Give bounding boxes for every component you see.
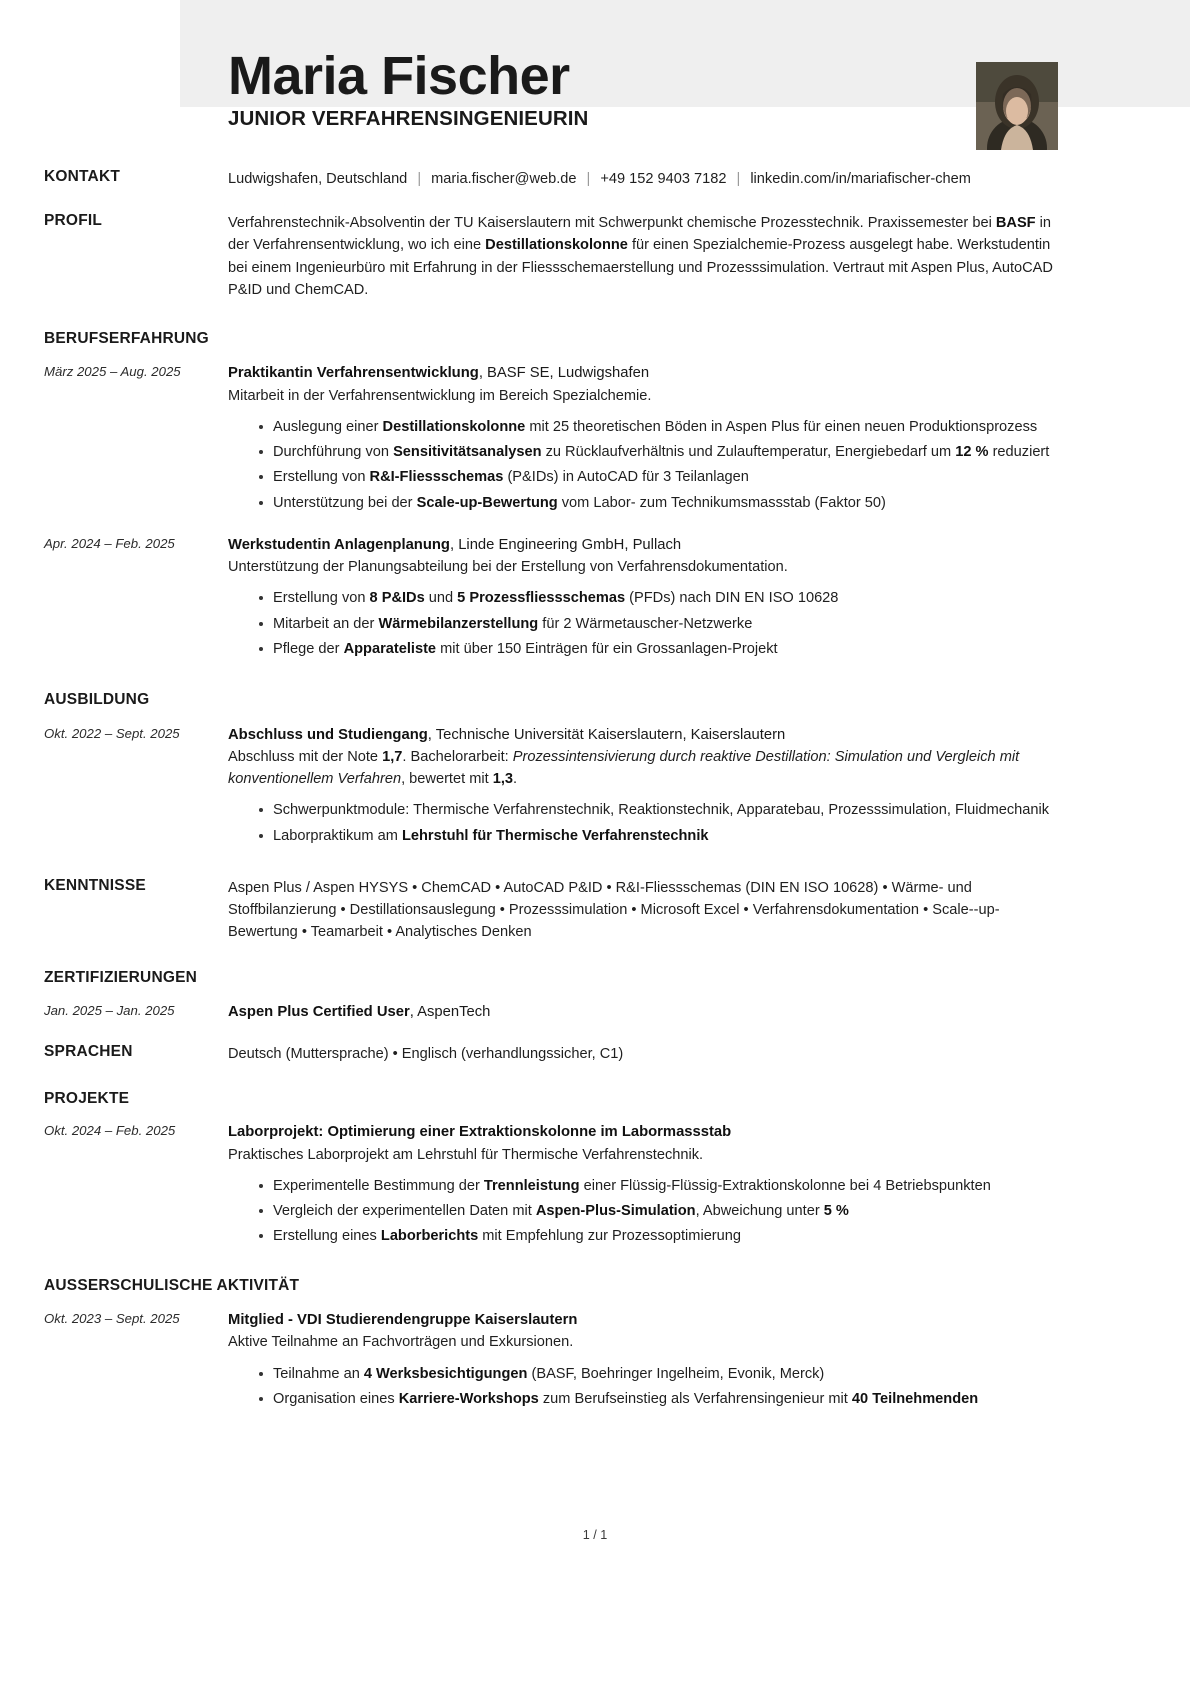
project-content: [228, 1121, 1058, 1250]
section-label-profil: PROFIL: [44, 212, 103, 230]
extracurricular-heading-row: [0, 1275, 1190, 1296]
certifications-label-cell: [44, 969, 228, 988]
contact-email[interactable]: maria.fischer@web.de: [431, 171, 577, 187]
project-entry: [0, 1121, 1190, 1250]
experience-entry-date: März 2025 – Aug. 2025: [44, 364, 181, 380]
portrait-photo-icon: [976, 62, 1058, 150]
name-block: [228, 47, 588, 131]
extracurricular-date: Okt. 2023 – Sept. 2025: [44, 1310, 180, 1326]
education-entry-content: [228, 724, 1058, 850]
experience-entry-date-cell: [44, 362, 228, 381]
project-subtitle: Praktisches Laborprojekt am Lehrstuhl für Thermische Verfahrenstechnik.: [228, 1146, 704, 1163]
experience-entry: [0, 534, 1190, 663]
page-footer: [0, 1528, 1190, 1542]
section-label-sprachen: SPRACHEN: [44, 1043, 133, 1061]
education-grade: 1,7: [382, 749, 403, 766]
experience-entry-company: , Linde Engineering GmbH, Pullach: [449, 536, 682, 553]
experience-entry-content: [228, 362, 1058, 516]
certification-date-cell: [44, 1001, 228, 1020]
profile-text-part-2: in der Verfahrensentwicklung, wo ich eine: [228, 215, 1052, 254]
profile-section: [0, 212, 1190, 301]
certification-content: [228, 1001, 1058, 1023]
profile-content: [228, 212, 1058, 301]
project-date-cell: [44, 1121, 228, 1140]
list-item: Unterstützung bei der Scale-up-Bewertung vom Labor- zum Technikumsmassstab (Faktor 50): [259, 492, 1058, 514]
project-date: Okt. 2024 – Feb. 2025: [44, 1123, 176, 1139]
list-item: Erstellung von R&I-Fliessschemas (P&IDs) in AutoCAD für 3 Teilanlagen: [259, 466, 1058, 488]
extracurricular-label-cell: [44, 1277, 299, 1296]
experience-entry-title: [228, 362, 1058, 384]
education-degree: Abschluss und Studiengang: [228, 726, 428, 743]
profile-label-cell: [44, 212, 228, 231]
certifications-heading-row: [0, 967, 1190, 988]
extracurricular-content: [228, 1309, 1058, 1413]
section-label-kenntnisse: KENNTNISSE: [44, 876, 146, 894]
list-item: Mitarbeit an der Wärmebilanzerstellung für 2 Wärmetauscher-Netzwerke: [259, 613, 1058, 635]
list-item: Erstellung eines Laborberichts mit Empfehlung zur Prozessoptimierung: [259, 1225, 1058, 1247]
avatar: [976, 62, 1058, 150]
languages-list: Deutsch (Muttersprache) • Englisch (verhandlungssicher, C1): [228, 1046, 624, 1063]
projects-label-cell: [44, 1090, 228, 1109]
experience-entry-date-cell: [44, 534, 228, 553]
extracurricular-entry: [0, 1309, 1190, 1413]
languages-section: [0, 1043, 1190, 1065]
list-item: Vergleich der experimentellen Daten mit Aspen-Plus-Simulation, Abweichung unter 5 %: [259, 1200, 1058, 1222]
experience-label-cell: [44, 330, 228, 349]
contact-separator-3: |: [736, 171, 741, 187]
certification-title: [228, 1001, 1058, 1023]
education-thesis-grade: 1,3: [492, 771, 514, 788]
skills-list: Aspen Plus / Aspen HYSYS • ChemCAD • AutoCAD P&ID • R&I-Fliessschemas (DIN EN ISO 10628) • Wärme- und Stoffbilanzierung • Destillationsauslegung • Prozesssimulation • Microsoft Excel • Verfahrensdokumentation • Scale--up-Bewertung • Teamarbeit • Analytisches Denken: [228, 879, 1000, 941]
education-entry-title: [228, 724, 1058, 746]
contact-separator-1: |: [417, 171, 422, 187]
list-item: Laborpraktikum am Lehrstuhl für Thermische Verfahrenstechnik: [259, 825, 1058, 847]
experience-entry-bullets: [228, 416, 1058, 514]
experience-entry-bullets: [228, 587, 1058, 660]
certification-name: Aspen Plus Certified User: [228, 1003, 410, 1020]
languages-content: [228, 1043, 1058, 1065]
education-description: Abschluss mit der Note 1,7. Bachelorarbeit: Prozessintensivierung durch reaktive Destillation: Simulation und Vergleich mit konventionellem Verfahren, bewertet mit 1,3.: [228, 749, 1020, 788]
project-name: Laborprojekt: Optimierung einer Extraktionskolonne im Labormassstab: [228, 1124, 732, 1141]
experience-entry-title: [228, 534, 1058, 556]
education-heading-row: [0, 689, 1190, 710]
education-entry-date-cell: [44, 724, 228, 743]
section-label-berufserfahrung: BERUFSERFAHRUNG: [44, 329, 209, 347]
resume-header: [0, 0, 1190, 160]
skills-label-cell: [44, 877, 228, 896]
contact-label-cell: [44, 168, 228, 187]
list-item: Experimentelle Bestimmung der Trennleistung einer Flüssig-Flüssig-Extraktionskolonne bei 4 Betriebspunkten: [259, 1175, 1058, 1197]
page-title: Maria Fischer: [228, 46, 570, 106]
list-item: Organisation eines Karriere-Workshops zum Berufseinstieg als Verfahrensingenieur mit 40 Teilnehmenden: [259, 1388, 1058, 1410]
contact-phone[interactable]: +49 152 9403 7182: [600, 171, 727, 187]
education-institution: , Technische Universität Kaiserslautern, Kaiserslautern: [427, 726, 786, 743]
extracurricular-subtitle: Aktive Teilnahme an Fachvorträgen und Exkursionen.: [228, 1334, 574, 1351]
certification-entry: [0, 1001, 1190, 1023]
projects-heading-row: [0, 1088, 1190, 1109]
contact-linkedin[interactable]: linkedin.com/in/mariafischer-chem: [750, 171, 971, 187]
section-label-ausbildung: AUSBILDUNG: [44, 690, 150, 708]
section-label-kontakt: KONTAKT: [44, 168, 121, 185]
certification-date: Jan. 2025 – Jan. 2025: [44, 1002, 175, 1018]
project-title: [228, 1121, 1058, 1143]
languages-label-cell: [44, 1043, 228, 1062]
experience-entry-role: Werkstudentin Anlagenplanung: [228, 536, 450, 553]
education-bullets: [228, 799, 1058, 846]
profile-text-part-3: für einen Spezialchemie-Prozess ausgelegt habe. Werkstudentin bei einem Ingenieurbüro mit Erfahrung in der Fliessschemaerstellung und Prozesssimulation. Vertraut mit Aspen Plus, AutoCAD P&ID und ChemCAD.: [228, 237, 1053, 298]
certification-issuer: , AspenTech: [409, 1003, 491, 1020]
experience-entry-company: , BASF SE, Ludwigshafen: [478, 365, 650, 382]
profile-text-bold-basf: BASF: [995, 215, 1036, 232]
education-label-cell: [44, 691, 228, 710]
list-item: Teilnahme an 4 Werksbesichtigungen (BASF, Boehringer Ingelheim, Evonik, Merck): [259, 1363, 1058, 1385]
section-label-projekte: PROJEKTE: [44, 1089, 130, 1107]
profile-text-part-1: Verfahrenstechnik-Absolventin der TU Kaiserslautern mit Schwerpunkt chemische Prozesstechnik. Praxissemester bei: [228, 215, 996, 232]
education-entry-date: Okt. 2022 – Sept. 2025: [44, 725, 180, 741]
experience-entry-subtitle: Mitarbeit in der Verfahrensentwicklung im Bereich Spezialchemie.: [228, 387, 652, 404]
list-item: Auslegung einer Destillationskolonne mit 25 theoretischen Böden in Aspen Plus für einen neuen Produktionsprozess: [259, 416, 1058, 438]
page-number: 1 / 1: [582, 1528, 608, 1542]
section-label-ausserschulische-aktivitaet: AUSSERSCHULISCHE AKTIVITÄT: [44, 1277, 300, 1295]
skills-content: [228, 877, 1058, 944]
contact-content: [228, 168, 1058, 190]
extracurricular-date-cell: [44, 1309, 228, 1328]
skills-section: [0, 877, 1190, 944]
list-item: Pflege der Apparateliste mit über 150 Einträgen für ein Grossanlagen-Projekt: [259, 638, 1058, 660]
profile-text: [228, 212, 1058, 301]
profile-text-bold-destillationskolonne: Destillationskolonne: [485, 237, 628, 254]
education-thesis-title: Prozessintensivierung durch reaktive Destillation: Simulation und Vergleich mit konventionellem Verfahren: [228, 749, 1020, 788]
extracurricular-role: Mitglied - VDI Studierendengruppe Kaiserslautern: [228, 1311, 578, 1328]
extracurricular-bullets: [228, 1363, 1058, 1410]
job-title: JUNIOR VERFAHRENSINGENIEURIN: [228, 107, 589, 131]
experience-entry-date: Apr. 2024 – Feb. 2025: [44, 535, 175, 551]
experience-entry-subtitle: Unterstützung der Planungsabteilung bei der Erstellung von Verfahrensdokumentation.: [228, 559, 788, 576]
experience-entry: [0, 362, 1190, 516]
contact-location: Ludwigshafen, Deutschland: [228, 171, 408, 187]
contact-separator-2: |: [586, 171, 591, 187]
list-item: Schwerpunktmodule: Thermische Verfahrenstechnik, Reaktionstechnik, Apparatebau, Prozesssimulation, Fluidmechanik: [259, 799, 1058, 821]
contact-line: [228, 168, 1058, 190]
experience-entry-role: Praktikantin Verfahrensentwicklung: [228, 365, 479, 382]
list-item: Durchführung von Sensitivitätsanalysen zu Rücklaufverhältnis und Zulauftemperatur, Energiebedarf um 12 % reduziert: [259, 441, 1058, 463]
experience-entry-content: [228, 534, 1058, 663]
extracurricular-title: [228, 1309, 1058, 1331]
contact-section: [0, 168, 1190, 190]
section-label-zertifizierungen: ZERTIFIZIERUNGEN: [44, 969, 198, 987]
project-bullets: [228, 1175, 1058, 1248]
list-item: Erstellung von 8 P&IDs und 5 Prozessfliessschemas (PFDs) nach DIN EN ISO 10628: [259, 587, 1058, 609]
education-entry: [0, 724, 1190, 850]
experience-heading-row: [0, 328, 1190, 349]
